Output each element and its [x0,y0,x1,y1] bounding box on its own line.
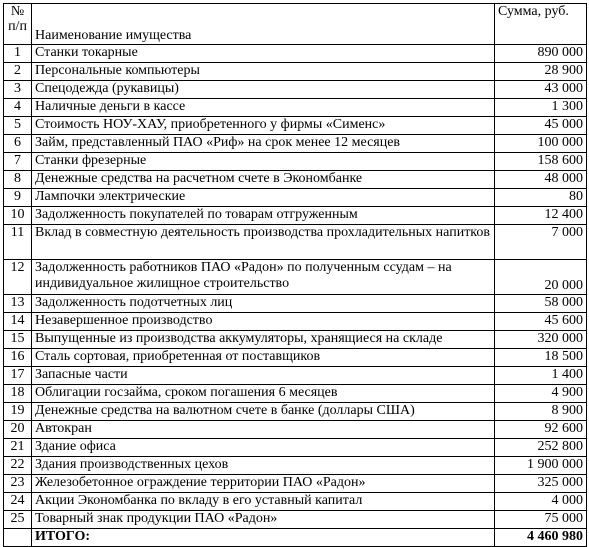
row-amount: 4 900 [495,385,587,403]
table-row [4,225,587,260]
row-number: 6 [4,135,32,153]
table-row [4,475,587,493]
row-property-name: Автокран [32,421,495,439]
row-number: 5 [4,117,32,135]
row-property-name: Товарный знак продукции ПАО «Радон» [32,511,495,529]
row-property-name: Спецодежда (рукавицы) [32,81,495,99]
row-property-name: Наличные деньги в кассе [32,99,495,117]
row-amount: 7 000 [495,225,587,260]
row-property-name: Запасные части [32,367,495,385]
total-label: ИТОГО: [32,529,495,547]
row-property-name: Незавершенное производство [32,313,495,331]
table-row [4,45,587,63]
table-row [4,403,587,421]
row-property-name: Задолженность работников ПАО «Радон» по полученным ссудам – на индивидуальное жилищное строительство [32,260,495,295]
table-row [4,117,587,135]
row-number: 9 [4,189,32,207]
row-property-name: Сталь сортовая, приобретенная от поставщиков [32,349,495,367]
total-amount: 4 460 980 [495,529,587,547]
row-property-name: Персональные компьютеры [32,63,495,81]
row-amount: 12 400 [495,207,587,225]
row-property-name: Акции Экономбанка по вкладу в его уставный капитал [32,493,495,511]
table-row [4,63,587,81]
row-number: 24 [4,493,32,511]
table-row [4,260,587,295]
table-row [4,295,587,313]
row-amount: 100 000 [495,135,587,153]
header-property-name: Наименование имущества [32,4,495,45]
row-amount: 43 000 [495,81,587,99]
table-row [4,511,587,529]
table-row [4,385,587,403]
row-amount: 48 000 [495,171,587,189]
table-row [4,313,587,331]
row-amount: 45 600 [495,313,587,331]
row-number: 20 [4,421,32,439]
table-row [4,331,587,349]
row-amount: 45 000 [495,117,587,135]
row-number: 22 [4,457,32,475]
row-property-name: Станки токарные [32,45,495,63]
row-amount: 320 000 [495,331,587,349]
row-property-name: Займ, представленный ПАО «Риф» на срок менее 12 месяцев [32,135,495,153]
table-row [4,439,587,457]
table-row [4,457,587,475]
row-number: 4 [4,99,32,117]
table-row [4,207,587,225]
row-property-name: Задолженность подотчетных лиц [32,295,495,313]
row-amount: 1 300 [495,99,587,117]
row-amount: 1 900 000 [495,457,587,475]
row-amount: 92 600 [495,421,587,439]
table-row [4,349,587,367]
row-number: 2 [4,63,32,81]
row-number: 10 [4,207,32,225]
row-amount: 28 900 [495,63,587,81]
table-row [4,493,587,511]
header-number-symbol: № [10,4,25,19]
table-row [4,189,587,207]
row-number: 11 [4,225,32,260]
row-number: 17 [4,367,32,385]
header-number [4,4,32,45]
row-amount: 890 000 [495,45,587,63]
total-row [4,529,587,547]
table-row [4,99,587,117]
row-number: 14 [4,313,32,331]
row-number: 13 [4,295,32,313]
row-property-name: Денежные средства на валютном счете в банке (доллары США) [32,403,495,421]
row-amount: 325 000 [495,475,587,493]
row-property-name: Здание офиса [32,439,495,457]
row-number: 3 [4,81,32,99]
table-row [4,135,587,153]
row-number: 8 [4,171,32,189]
row-number: 21 [4,439,32,457]
row-property-name: Вклад в совместную деятельность производства прохладительных напитков [32,225,495,260]
header-number-abbr: п/п [8,19,27,34]
table-row [4,421,587,439]
row-property-name: Облигации госзайма, сроком погашения 6 месяцев [32,385,495,403]
row-number: 12 [4,260,32,295]
row-amount: 1 400 [495,367,587,385]
table-row [4,367,587,385]
row-amount: 20 000 [495,260,587,295]
row-number: 25 [4,511,32,529]
row-property-name: Денежные средства на расчетном счете в Экономбанке [32,171,495,189]
row-property-name: Задолженность покупателей по товарам отгруженным [32,207,495,225]
table-header-row [4,4,587,45]
row-amount: 4 000 [495,493,587,511]
row-number: 18 [4,385,32,403]
row-number: 23 [4,475,32,493]
row-amount: 252 800 [495,439,587,457]
row-number: 19 [4,403,32,421]
row-property-name: Здания производственных цехов [32,457,495,475]
table-row [4,81,587,99]
row-number: 15 [4,331,32,349]
table-row [4,171,587,189]
row-amount: 18 500 [495,349,587,367]
row-amount: 8 900 [495,403,587,421]
row-property-name: Железобетонное ограждение территории ПАО «Радон» [32,475,495,493]
row-property-name: Выпущенные из производства аккумуляторы, хранящиеся на складе [32,331,495,349]
row-property-name: Лампочки электрические [32,189,495,207]
assets-table [3,3,587,547]
row-number: 1 [4,45,32,63]
row-amount: 158 600 [495,153,587,171]
total-number-cell [4,529,32,547]
row-amount: 80 [495,189,587,207]
row-number: 16 [4,349,32,367]
row-amount: 75 000 [495,511,587,529]
table-row [4,153,587,171]
header-amount: Сумма, руб. [495,4,587,45]
row-property-name: Стоимость НОУ-ХАУ, приобретенного у фирмы «Сименс» [32,117,495,135]
row-number: 7 [4,153,32,171]
row-amount: 58 000 [495,295,587,313]
row-property-name: Станки фрезерные [32,153,495,171]
